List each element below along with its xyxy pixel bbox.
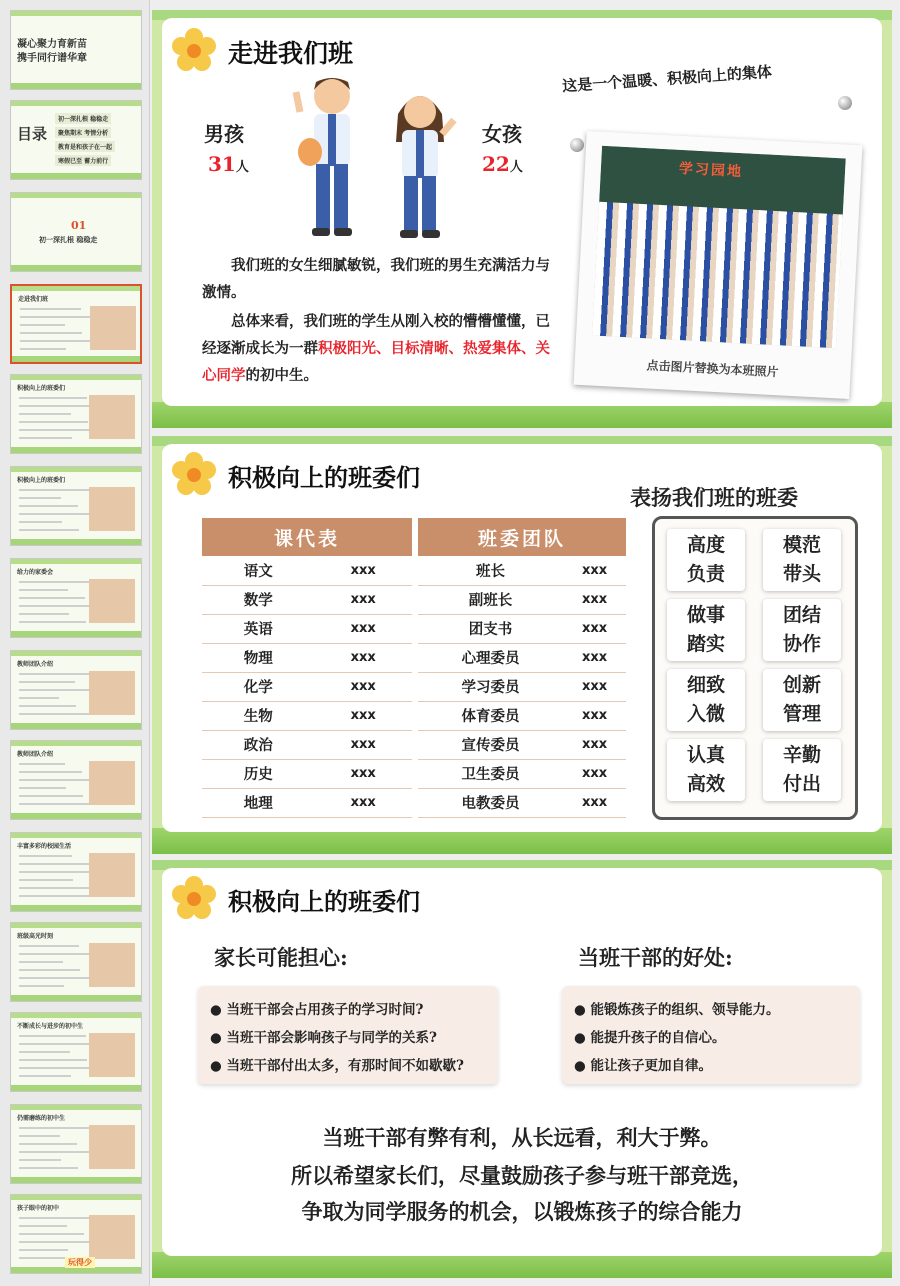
thumb-text-line	[19, 795, 83, 797]
role-cell: 副班长	[418, 585, 563, 614]
thumb-text-line	[19, 597, 85, 599]
table-row	[418, 788, 626, 817]
class-photo-frame[interactable]	[574, 131, 863, 399]
thumb-text-line	[19, 1225, 67, 1227]
thumb-text-line	[19, 1127, 93, 1129]
thumb-top-bar	[11, 1195, 141, 1200]
desc-text-a: 总体来看，我们班的学生从刚入校的懵懵懂懂，已经逐渐成长为一群	[202, 313, 550, 357]
praise-word: 负责	[686, 563, 725, 585]
thumb-title: 教师团队介绍	[17, 661, 54, 668]
bullet-item	[574, 998, 779, 1018]
class-committee-table	[418, 518, 626, 818]
slide-thumbnail[interactable]	[10, 374, 142, 454]
role-cell: 团支书	[418, 614, 563, 643]
thumb-title: 给力的家委会	[17, 569, 54, 576]
table-row	[202, 614, 412, 643]
thumb-text-line	[19, 887, 90, 889]
thumb-title: 目录	[17, 125, 48, 143]
praise-word: 创新	[782, 674, 821, 696]
name-cell: xxx	[314, 614, 412, 643]
name-cell: xxx	[314, 672, 412, 701]
role-cell: 数学	[202, 585, 314, 614]
thumb-grass	[11, 813, 141, 819]
role-cell: 心理委员	[418, 643, 563, 672]
thumb-text-line	[19, 513, 95, 515]
thumb-text-line	[19, 961, 63, 963]
thumb-text-line	[19, 413, 71, 415]
boy-illustration	[290, 72, 370, 242]
thumb-top-bar	[11, 193, 141, 198]
thumb-text-line	[19, 705, 76, 707]
benefits-box	[562, 986, 860, 1084]
praise-word: 团结	[782, 604, 821, 626]
thumb-image	[89, 671, 135, 715]
bullet-dot-icon: ●	[210, 1002, 227, 1018]
thumb-top-bar	[11, 101, 141, 106]
table-row	[418, 614, 626, 643]
slide-2[interactable]	[152, 436, 892, 854]
praise-tile	[763, 529, 841, 591]
thumb-top-bar	[11, 559, 141, 564]
thumb-top-bar	[11, 741, 141, 746]
thumb-text-line	[19, 763, 65, 765]
thumb-grass	[12, 356, 140, 362]
thumb-text-line	[19, 621, 86, 623]
thumb-title: 积极向上的班委们	[17, 385, 66, 392]
role-cell: 生物	[202, 701, 314, 730]
class-description-1: 我们班的女生细腻敏锐，我们班的男生充满活力与激情。	[202, 257, 550, 301]
slide-thumbnail[interactable]	[10, 10, 142, 90]
table-row	[202, 643, 412, 672]
benefits-heading: 当班干部的好处:	[578, 945, 733, 970]
slide-3[interactable]	[152, 860, 892, 1278]
thumb-badge: 玩得少	[65, 1257, 95, 1268]
slide-title: 积极向上的班委们	[228, 463, 420, 492]
thumb-title: 丰富多彩的校园生活	[17, 843, 72, 850]
desc-text-b: 的初中生。	[245, 367, 318, 384]
thumb-text-line	[20, 340, 99, 342]
bullet-text: 能锻炼孩子的组织、领导能力。	[590, 1002, 780, 1018]
thumb-grass	[11, 83, 141, 89]
thumb-grass	[11, 173, 141, 179]
praise-tile	[667, 529, 745, 591]
thumb-agenda-item: 寒假已至 蓄力前行	[55, 155, 111, 166]
table-row	[202, 585, 412, 614]
name-cell: xxx	[314, 643, 412, 672]
slide-thumbnail[interactable]	[10, 284, 142, 364]
name-cell: xxx	[314, 556, 412, 585]
thumb-top-bar	[11, 1105, 141, 1110]
role-cell: 体育委员	[418, 701, 563, 730]
thumb-text-line	[20, 348, 66, 350]
bullet-dot-icon: ●	[210, 1030, 227, 1046]
role-cell: 语文	[202, 556, 314, 585]
thumb-top-bar	[11, 11, 141, 16]
role-cell: 电教委员	[418, 788, 563, 817]
thumb-grass	[11, 723, 141, 729]
bullet-item	[574, 1026, 725, 1046]
thumb-title: 走进我们班	[18, 296, 49, 303]
thumb-text-line	[19, 803, 100, 805]
thumb-image	[89, 853, 135, 897]
thumb-top-bar	[11, 923, 141, 928]
slide-thumbnail[interactable]	[10, 922, 142, 1002]
bullet-text: 能提升孩子的自信心。	[590, 1030, 726, 1046]
thumb-title: 仍需磨练的初中生	[17, 1115, 66, 1122]
thumb-title: 携手同行谱华章	[17, 53, 87, 64]
thumb-text-line	[19, 697, 59, 699]
thumb-text-line	[19, 529, 79, 531]
thumb-text-line	[19, 613, 69, 615]
thumb-text-line	[20, 332, 82, 334]
bullet-dot-icon: ●	[574, 1030, 591, 1046]
parent-concerns-heading: 家长可能担心:	[214, 945, 348, 970]
praise-tile	[667, 669, 745, 731]
thumb-text-line	[19, 1051, 70, 1053]
praise-box	[652, 516, 858, 820]
thumb-text-line	[19, 855, 72, 857]
name-cell: xxx	[314, 759, 412, 788]
name-cell: xxx	[563, 614, 626, 643]
bullet-item	[210, 1026, 437, 1046]
role-cell: 英语	[202, 614, 314, 643]
praise-tile	[763, 739, 841, 801]
thumb-image	[89, 395, 135, 439]
slide-thumbnail[interactable]	[10, 650, 142, 730]
thumb-text-line	[20, 308, 81, 310]
table-row	[418, 730, 626, 759]
thumb-grass	[11, 447, 141, 453]
thumb-grass	[11, 1177, 141, 1183]
concerns-box	[198, 986, 498, 1084]
praise-tile	[667, 599, 745, 661]
thumb-grass	[11, 1085, 141, 1091]
role-cell: 卫生委员	[418, 759, 563, 788]
thumb-text-line	[19, 1217, 100, 1219]
slide-title: 积极向上的班委们	[228, 887, 420, 916]
conclusion-line-3: 争取为同学服务的机会，以锻炼孩子的综合能力	[301, 1199, 743, 1224]
slide-thumbnail-panel[interactable]	[0, 0, 150, 1286]
thumb-grass	[11, 631, 141, 637]
flower-icon	[172, 452, 216, 496]
slide-thumbnail[interactable]	[10, 558, 142, 638]
name-cell: xxx	[314, 788, 412, 817]
thumb-text-line	[19, 945, 79, 947]
thumb-grass	[11, 539, 141, 545]
thumb-number: 01	[71, 219, 87, 232]
thumb-text-line	[19, 1135, 60, 1137]
role-cell: 学习委员	[418, 672, 563, 701]
thumb-text-line	[19, 421, 88, 423]
name-cell: xxx	[563, 759, 626, 788]
girl-illustration	[380, 84, 460, 244]
thumb-image	[90, 306, 136, 350]
name-cell: xxx	[563, 701, 626, 730]
name-cell: xxx	[563, 643, 626, 672]
students-group	[592, 202, 843, 349]
thumb-text-line	[19, 1059, 87, 1061]
slide-title: 走进我们班	[228, 39, 354, 68]
praise-word: 做事	[686, 604, 725, 626]
table-header: 课代表	[202, 518, 412, 556]
thumb-agenda-item: 初一深扎根 稳稳走	[55, 113, 111, 124]
thumb-text-line	[19, 713, 93, 715]
table-row	[418, 672, 626, 701]
role-cell: 地理	[202, 788, 314, 817]
praise-word: 辛勤	[782, 744, 821, 766]
role-cell: 化学	[202, 672, 314, 701]
thumb-text-line	[19, 1151, 94, 1153]
thumb-text-line	[19, 505, 78, 507]
thumb-text-line	[19, 1249, 68, 1251]
slide-1[interactable]	[152, 10, 892, 428]
thumb-top-bar	[11, 651, 141, 656]
table-row	[202, 788, 412, 817]
thumb-agenda-item: 聚焦期末 考情分析	[55, 127, 111, 138]
thumb-title: 积极向上的班委们	[17, 477, 66, 484]
table-row	[418, 643, 626, 672]
praise-word: 管理	[782, 703, 821, 725]
name-cell: xxx	[563, 672, 626, 701]
pin-icon	[570, 138, 584, 152]
name-cell: xxx	[314, 585, 412, 614]
thumb-text-line	[19, 689, 92, 691]
thumb-text-line	[19, 779, 99, 781]
thumb-image	[89, 1125, 135, 1169]
thumb-text-line	[19, 985, 64, 987]
thumb-text-line	[19, 1035, 86, 1037]
praise-word: 模范	[782, 534, 821, 556]
slide-thumbnail[interactable]	[10, 192, 142, 272]
thumb-text-line	[19, 1143, 77, 1145]
praise-word: 细致	[686, 674, 725, 696]
thumb-text-line	[19, 977, 97, 979]
thumb-title: 凝心聚力育新苗	[17, 39, 87, 50]
praise-word: 协作	[782, 633, 821, 655]
role-cell: 政治	[202, 730, 314, 759]
bullet-text: 能让孩子更加自律。	[590, 1058, 712, 1074]
thumb-top-bar	[12, 286, 140, 291]
thumb-text-line	[19, 589, 68, 591]
unit-label: 人	[509, 160, 523, 175]
thumb-text-line	[20, 324, 65, 326]
name-cell: xxx	[563, 788, 626, 817]
thumb-title: 初一深扎根 稳稳走	[39, 235, 98, 244]
thumb-text-line	[19, 681, 75, 683]
thumb-top-bar	[11, 833, 141, 838]
desc-highlight: 积极阳光、目标清晰、热爱集体、关心同学	[202, 340, 550, 384]
praise-word: 高度	[686, 534, 725, 556]
thumb-text-line	[19, 521, 62, 523]
thumb-text-line	[19, 397, 87, 399]
photo-caption-top: 这是一个温暖、积极向上的集体	[561, 62, 773, 96]
thumb-text-line	[19, 489, 94, 491]
slide-thumbnail[interactable]	[10, 832, 142, 912]
praise-word: 高效	[686, 773, 725, 795]
slide-thumbnail[interactable]	[10, 466, 142, 546]
slide-thumbnail[interactable]	[10, 1104, 142, 1184]
thumb-title: 班级高光时刻	[17, 933, 54, 940]
table-row	[202, 556, 412, 585]
girls-count-number: 22	[482, 152, 510, 176]
thumb-image	[89, 943, 135, 987]
class-description-2	[202, 308, 552, 389]
thumb-text-line	[19, 771, 82, 773]
conclusion-line-2: 所以希望家长们，尽量鼓励孩子参与班干部竞选，	[291, 1163, 753, 1188]
table-row	[418, 759, 626, 788]
girls-label: 女孩	[482, 122, 522, 146]
role-cell: 历史	[202, 759, 314, 788]
name-cell: xxx	[314, 701, 412, 730]
thumb-image	[89, 1033, 135, 1077]
table-row	[202, 672, 412, 701]
class-photo[interactable]	[592, 146, 846, 349]
table-row	[418, 585, 626, 614]
slide-thumbnail[interactable]	[10, 1194, 142, 1274]
thumb-text-line	[19, 863, 89, 865]
thumb-text-line	[20, 316, 98, 318]
name-cell: xxx	[314, 730, 412, 759]
praise-tile	[763, 669, 841, 731]
thumb-text-line	[19, 879, 73, 881]
slide-thumbnail[interactable]	[10, 1012, 142, 1092]
pin-icon	[838, 96, 852, 110]
thumb-top-bar	[11, 1013, 141, 1018]
flower-icon	[172, 28, 216, 72]
slide-thumbnail[interactable]	[10, 740, 142, 820]
praise-word: 入微	[686, 703, 725, 725]
thumb-text-line	[19, 437, 72, 439]
photo-caption-bottom: 点击图片替换为本班照片	[646, 358, 779, 380]
thumb-title: 教师团队介绍	[17, 751, 54, 758]
flower-icon	[172, 876, 216, 920]
boys-count-number: 31	[208, 152, 236, 176]
thumb-title: 不断成长与进步的初中生	[17, 1023, 84, 1030]
thumb-top-bar	[11, 467, 141, 472]
bullet-text: 当班干部会占用孩子的学习时间?	[226, 1002, 424, 1018]
thumb-image	[89, 1215, 135, 1259]
thumb-image	[89, 761, 135, 805]
name-cell: xxx	[563, 556, 626, 585]
thumb-image	[89, 579, 135, 623]
name-cell: xxx	[563, 730, 626, 759]
bullet-dot-icon: ●	[210, 1058, 227, 1074]
thumb-agenda-item: 教育是和孩子在一起	[55, 141, 115, 152]
bullet-text: 当班干部付出太多，有那时间不如歇歇?	[226, 1058, 464, 1074]
role-cell: 物理	[202, 643, 314, 672]
boys-label: 男孩	[204, 122, 244, 146]
thumb-text-line	[19, 1159, 61, 1161]
table-row	[202, 759, 412, 788]
thumb-image	[89, 487, 135, 531]
bullet-item	[210, 998, 423, 1018]
bullet-item	[574, 1054, 712, 1074]
thumb-text-line	[19, 787, 66, 789]
table-row	[418, 556, 626, 585]
thumb-text-line	[19, 969, 80, 971]
boys-count	[208, 152, 249, 176]
unit-label: 人	[235, 160, 249, 175]
photo-board-text: 学习园地	[678, 160, 744, 181]
praise-word: 认真	[686, 744, 725, 766]
bullet-dot-icon: ●	[574, 1058, 591, 1074]
bullet-dot-icon: ●	[574, 1002, 591, 1018]
praise-word: 带头	[782, 563, 821, 585]
thumb-grass	[11, 995, 141, 1001]
table-row	[202, 730, 412, 759]
table-row	[202, 701, 412, 730]
table-row	[418, 701, 626, 730]
praise-tile	[667, 739, 745, 801]
thumb-grass	[11, 905, 141, 911]
thumb-text-line	[19, 497, 61, 499]
table-header: 班委团队	[418, 518, 626, 556]
name-cell: xxx	[563, 585, 626, 614]
praise-title: 表扬我们班的班委	[630, 485, 798, 510]
praise-word: 踏实	[686, 633, 725, 655]
thumb-grass	[11, 265, 141, 271]
conclusion-line-1: 当班干部有弊有利，从长远看，利大于弊。	[322, 1125, 722, 1150]
bullet-text: 当班干部会影响孩子与同学的关系?	[226, 1030, 437, 1046]
thumb-top-bar	[11, 375, 141, 380]
praise-tile	[763, 599, 841, 661]
slide-thumbnail[interactable]	[10, 100, 142, 180]
thumb-text-line	[19, 1075, 71, 1077]
girls-count	[482, 152, 523, 176]
thumb-text-line	[19, 953, 96, 955]
role-cell: 宣传委员	[418, 730, 563, 759]
thumb-text-line	[19, 1167, 78, 1169]
bullet-item	[210, 1054, 464, 1074]
role-cell: 班长	[418, 556, 563, 585]
thumb-text-line	[19, 1233, 84, 1235]
subject-representatives-table	[202, 518, 412, 818]
thumb-title: 孩子眼中的初中	[17, 1205, 60, 1212]
praise-word: 付出	[782, 773, 821, 795]
